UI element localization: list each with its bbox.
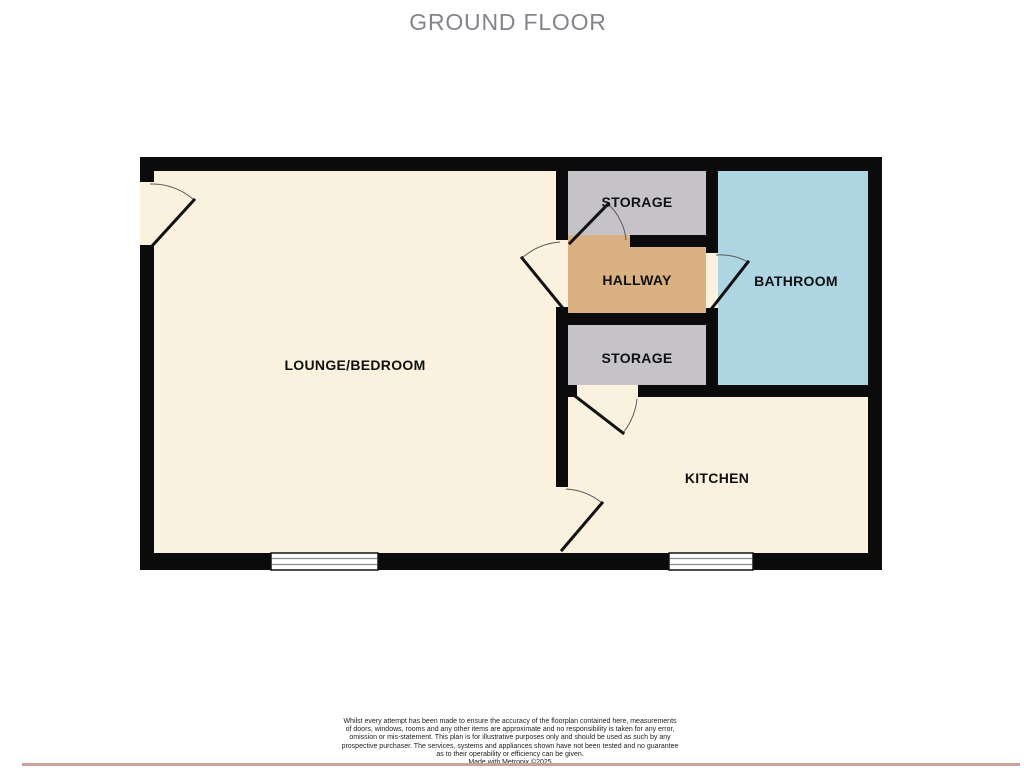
room-label-storage-bottom: STORAGE xyxy=(601,350,673,366)
window-lounge xyxy=(271,553,378,570)
wall-left-stub xyxy=(140,157,154,182)
wall-left xyxy=(140,245,154,570)
room-label-bathroom: BATHROOM xyxy=(754,273,838,289)
disclaimer-line: of doors, windows, rooms and any other items are approximate and no responsibility is taken for any error, xyxy=(345,726,675,734)
window-frame xyxy=(669,553,753,570)
room-label-lounge-bedroom: LOUNGE/BEDROOM xyxy=(284,357,426,373)
room-label-hallway: HALLWAY xyxy=(602,272,672,288)
wall-top xyxy=(140,157,882,171)
room-label-kitchen: KITCHEN xyxy=(684,470,750,486)
wall-under-bathroom xyxy=(638,385,882,397)
disclaimer-line: omission or mis-statement. This plan is for illustrative purposes only and should be used as such by any xyxy=(349,734,671,742)
disclaimer-text xyxy=(0,718,1020,767)
wall-under-storage-top xyxy=(630,235,718,247)
wall-lounge-upper xyxy=(556,171,568,240)
room-label-storage-top: STORAGE xyxy=(601,194,673,210)
wall-under-hallway xyxy=(556,313,718,325)
disclaimer-line: prospective purchaser. The services, systems and appliances shown have not been tested and no guarantee xyxy=(341,742,679,750)
page-title: GROUND FLOOR xyxy=(409,9,607,35)
disclaimer-line: Whilst every attempt has been made to ensure the accuracy of the floorplan contained here, measurements xyxy=(343,718,677,725)
wall-bottom xyxy=(140,553,882,570)
footer-accent-bar xyxy=(22,763,1020,766)
window-kitchen xyxy=(669,553,753,570)
disclaimer-line: as to their operability or efficiency can be given. xyxy=(436,750,584,758)
window-frame xyxy=(271,553,378,570)
room-floors xyxy=(140,157,882,570)
wall-right xyxy=(868,157,882,570)
